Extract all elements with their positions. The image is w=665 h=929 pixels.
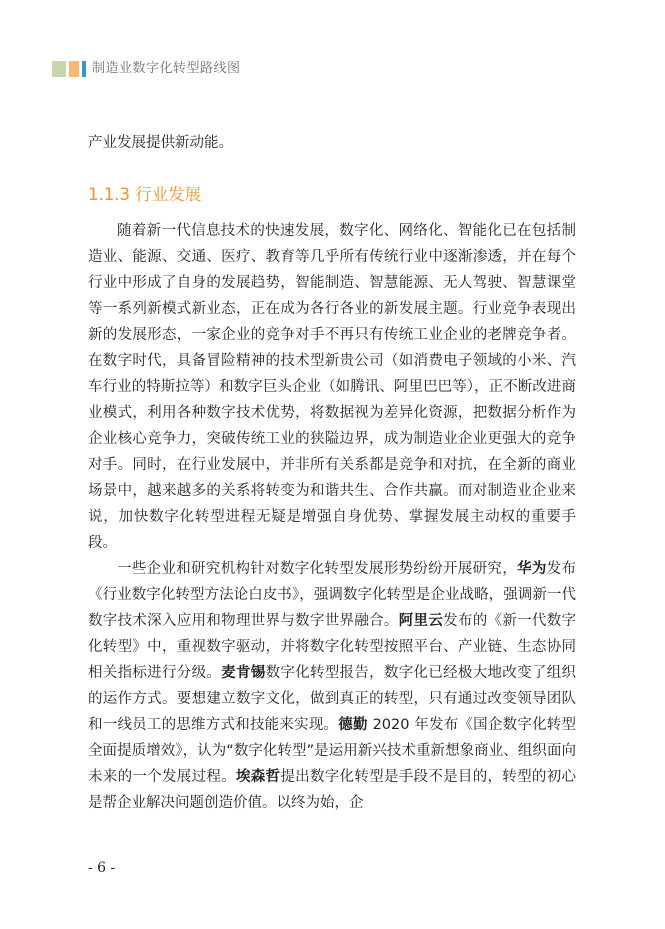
section-title: 1.1.3 行业发展 <box>88 185 202 204</box>
header-accent-block-green <box>52 61 66 77</box>
company-aliyun: 阿里云 <box>398 613 444 629</box>
body-text <box>88 218 576 816</box>
para2-text-f: 提出数字化转型是手段不是目的，转型的初心是帮企业解决问题创造价值。以终为始，企 <box>88 769 576 811</box>
header-accent-block-blue <box>82 61 86 77</box>
intro-line-container <box>88 130 576 156</box>
company-mckinsey: 麦肯锡 <box>221 665 266 681</box>
company-accenture: 埃森哲 <box>235 769 281 785</box>
intro-line: 产业发展提供新动能。 <box>88 135 233 151</box>
para2-text-a: 一些企业和研究机构针对数字化转型发展形势纷纷开展研究， <box>117 561 518 577</box>
para2-text-c: 发布的《新一代数字化转型》中，重视数字驱动，并将数字化转型按照平台、产业链、生态协同相关指标进行分级。 <box>88 613 576 681</box>
page-number: - 6 - <box>88 860 116 876</box>
paragraph-industry-development: 随着新一代信息技术的快速发展，数字化、网络化、智能化已在包括制造业、能源、交通、医疗、教育等几乎所有传统行业中逐渐渗透，并在每个行业中形成了自身的发展趋势，智能制造、智慧能源、无人驾驶、智慧课堂等一系列新模式新业态，正在成为各行各业的新发展主题。行业竞争表现出新的发展形态，一家企业的竞争对手不再只有传统工业企业的老牌竞争者。在数字时代，具备冒险精神的技术型新贵公司（如消费电子领域的小米、汽车行业的特斯拉等）和数字巨头企业（如腾讯、阿里巴巴等），正不断改进商业模式，利用各种数字技术优势，将数据视为差异化资源，把数据分析作为企业核心竞争力，突破传统工业的狭隘边界，成为制造业企业更强大的竞争对手。同时，在行业发展中，并非所有关系都是竞争和对抗，在全新的商业场景中，越来越多的关系将转变为和谐共生、合作共赢。而对制造业企业来说，加快数字化转型进程无疑是增强自身优势、掌握发展主动权的重要手段。 <box>88 223 576 551</box>
para2-text-d: 数字化转型报告，数字化已经极大地改变了组织的运作方式。要想建立数字文化，做到真正的转型，只有通过改变领导团队和一线员工的思维方式和技能来实现。 <box>88 665 576 733</box>
header-accent-block-orange <box>69 61 79 77</box>
header-title: 制造业数字化转型路线图 <box>92 61 241 76</box>
company-deloitte: 德勤 <box>338 717 368 733</box>
company-huawei: 华为 <box>517 561 547 577</box>
running-header <box>52 59 612 81</box>
para2-text-b: 发布《行业数字化转型方法论白皮书》，强调数字化转型是企业战略，强调新一代数字技术深入应用和物理世界与数字世界融合。 <box>88 561 577 629</box>
para2-text-e: 2020 年发布《国企数字化转型全面提质增效》，认为“数字化转型”是运用新兴技术重新想象商业、组织面向未来的一个发展过程。 <box>88 717 577 785</box>
paragraph-research-institutions <box>88 556 576 816</box>
